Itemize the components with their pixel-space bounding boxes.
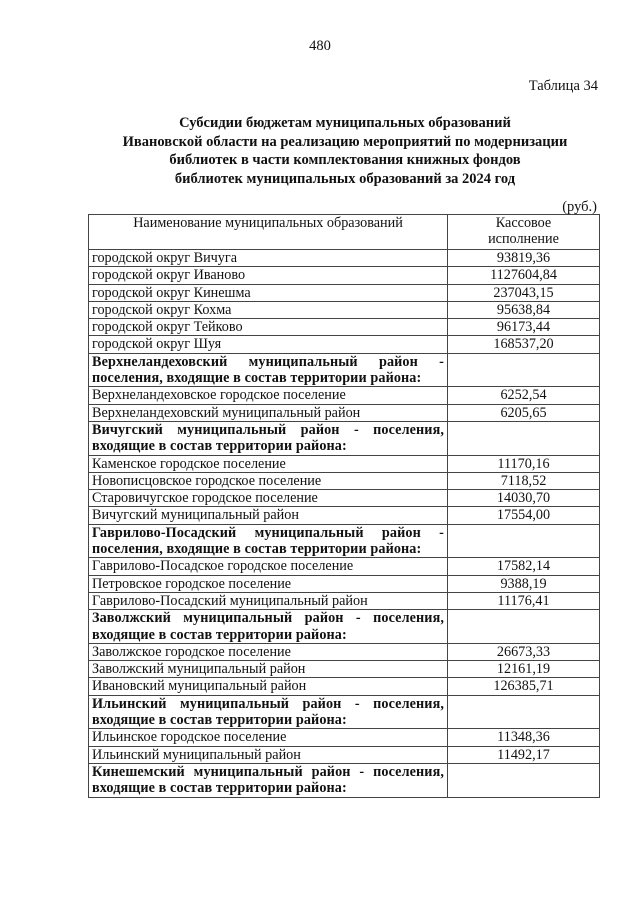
table-row — [89, 472, 600, 489]
group-value — [448, 610, 600, 644]
table-row — [89, 250, 600, 267]
group-value — [448, 421, 600, 455]
municipality-name: Гаврилово-Посадское городское поселение — [89, 558, 448, 575]
table-row — [89, 490, 600, 507]
group-name-line1: Верхнеландеховский муниципальный район - — [92, 353, 444, 370]
table-row — [89, 558, 600, 575]
cash-execution-value: 9388,19 — [448, 575, 600, 592]
municipality-name: городской округ Вичуга — [89, 250, 448, 267]
title-line: Субсидии бюджетам муниципальных образований — [179, 115, 511, 131]
municipality-name: Ильинский муниципальный район — [89, 746, 448, 763]
table-row — [89, 678, 600, 695]
group-name-line2: входящие в состав территории района: — [92, 438, 347, 455]
group-value — [448, 353, 600, 387]
unit-label: (руб.) — [562, 199, 597, 215]
municipality-name: Ивановский муниципальный район — [89, 678, 448, 695]
group-name-line1: Гаврилово-Посадский муниципальный район - — [92, 524, 444, 541]
cash-execution-value: 11176,41 — [448, 592, 600, 609]
table-row — [89, 267, 600, 284]
municipality-name: Старовичугское городское поселение — [89, 490, 448, 507]
table-label: Таблица 34 — [528, 78, 598, 94]
table-row — [89, 746, 600, 763]
municipality-name: городской округ Иваново — [89, 267, 448, 284]
group-name-line2: входящие в состав территории района: — [92, 712, 347, 729]
table-row — [89, 661, 600, 678]
group-name-line2: поселения, входящие в состав территории района: — [92, 370, 422, 387]
cash-execution-value: 95638,84 — [448, 301, 600, 318]
group-name-line2: входящие в состав территории района: — [92, 626, 347, 643]
title-line: Ивановской области на реализацию мероприятий по модернизации — [122, 133, 568, 150]
table-row — [89, 284, 600, 301]
table-row — [89, 643, 600, 660]
municipality-name: городской округ Кохма — [89, 301, 448, 318]
cash-execution-value: 168537,20 — [448, 336, 600, 353]
cash-execution-value: 12161,19 — [448, 661, 600, 678]
group-name — [89, 695, 448, 729]
group-header-row — [89, 695, 600, 729]
municipality-name: Верхнеландеховское городское поселение — [89, 387, 448, 404]
table-row — [89, 592, 600, 609]
cash-execution-value: 6252,54 — [448, 387, 600, 404]
document-title — [80, 114, 610, 188]
page-number: 480 — [309, 38, 331, 54]
municipality-name: Заволжское городское поселение — [89, 643, 448, 660]
title-line: библиотек муниципальных образований за 2024 год — [174, 170, 516, 187]
municipality-name: Вичугский муниципальный район — [89, 507, 448, 524]
table-row — [89, 575, 600, 592]
table-row — [89, 387, 600, 404]
subsidies-table — [88, 214, 600, 798]
group-name — [89, 353, 448, 387]
group-name-line1: Кинешемский муниципальный район - поселения, — [92, 763, 444, 780]
group-header-row — [89, 610, 600, 644]
municipality-name: Петровское городское поселение — [89, 575, 448, 592]
header-value-line1: Кассовое — [495, 215, 552, 231]
group-header-row — [89, 353, 600, 387]
header-value — [448, 215, 600, 250]
cash-execution-value: 1127604,84 — [448, 267, 600, 284]
table-row — [89, 319, 600, 336]
table-header-row — [89, 215, 600, 250]
cash-execution-value: 11348,36 — [448, 729, 600, 746]
table-body — [89, 250, 600, 798]
table-row — [89, 301, 600, 318]
cash-execution-value: 26673,33 — [448, 643, 600, 660]
group-header-row — [89, 524, 600, 558]
group-name — [89, 421, 448, 455]
table-row — [89, 404, 600, 421]
table-row — [89, 336, 600, 353]
cash-execution-value: 11170,16 — [448, 455, 600, 472]
group-name-line2: входящие в состав территории района: — [92, 780, 347, 797]
table-row — [89, 455, 600, 472]
cash-execution-value: 17582,14 — [448, 558, 600, 575]
table-row — [89, 507, 600, 524]
municipality-name: городской округ Кинешма — [89, 284, 448, 301]
group-name-line1: Заволжский муниципальный район - поселения, — [92, 610, 444, 627]
table-row — [89, 729, 600, 746]
cash-execution-value: 11492,17 — [448, 746, 600, 763]
cash-execution-value: 7118,52 — [448, 472, 600, 489]
municipality-name: Ильинское городское поселение — [89, 729, 448, 746]
header-value-line2: исполнение — [488, 231, 559, 248]
group-header-row — [89, 763, 600, 797]
municipality-name: городской округ Тейково — [89, 319, 448, 336]
group-name — [89, 610, 448, 644]
group-name — [89, 524, 448, 558]
cash-execution-value: 6205,65 — [448, 404, 600, 421]
group-name-line1: Ильинский муниципальный район - поселения, — [92, 695, 444, 712]
cash-execution-value: 14030,70 — [448, 490, 600, 507]
municipality-name: Новописцовское городское поселение — [89, 472, 448, 489]
group-value — [448, 524, 600, 558]
municipality-name: городской округ Шуя — [89, 336, 448, 353]
cash-execution-value: 96173,44 — [448, 319, 600, 336]
header-name: Наименование муниципальных образований — [89, 215, 448, 250]
municipality-name: Каменское городское поселение — [89, 455, 448, 472]
cash-execution-value: 126385,71 — [448, 678, 600, 695]
group-name-line2: поселения, входящие в состав территории района: — [92, 541, 422, 558]
cash-execution-value: 17554,00 — [448, 507, 600, 524]
group-value — [448, 763, 600, 797]
group-name-line1: Вичугский муниципальный район - поселения, — [92, 421, 444, 438]
group-name — [89, 763, 448, 797]
title-line: библиотек в части комплектования книжных фондов — [169, 152, 521, 168]
cash-execution-value: 237043,15 — [448, 284, 600, 301]
municipality-name: Заволжский муниципальный район — [89, 661, 448, 678]
group-header-row — [89, 421, 600, 455]
municipality-name: Верхнеландеховский муниципальный район — [89, 404, 448, 421]
cash-execution-value: 93819,36 — [448, 250, 600, 267]
group-value — [448, 695, 600, 729]
municipality-name: Гаврилово-Посадский муниципальный район — [89, 592, 448, 609]
